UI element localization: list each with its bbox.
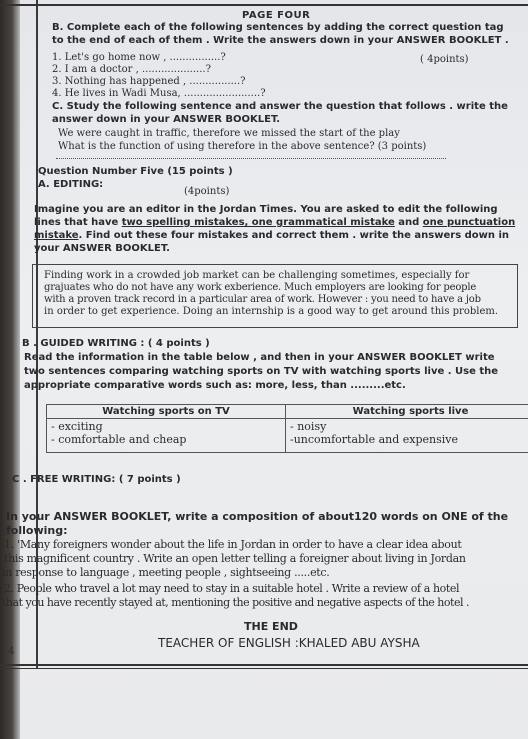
- page-number: 4: [8, 646, 15, 657]
- editing-instruction-1: Imagine you are an editor in the Jordan Times. You are asked to edit the following: [34, 204, 498, 215]
- section-c-instruction-2: answer down in your ANSWER BOOKLET.: [52, 114, 281, 125]
- option-2-line-2: that you have recently stayed at, mentioning the positive and negative aspects of the hotel .: [2, 596, 469, 609]
- column-header-tv: Watching sports on TV: [47, 405, 286, 419]
- editing-find-out: . Find out these four mistakes and correct them . write the answers down in: [78, 230, 510, 241]
- page-shadow-edge: [0, 0, 20, 739]
- table-header-row: [47, 405, 528, 419]
- tag-item-1: 1. Let's go home now , ................?: [52, 52, 226, 63]
- live-point-2: -uncomfortable and expensive: [290, 433, 459, 446]
- page-header: PAGE FOUR: [242, 10, 311, 21]
- passage-line-3: with a proven track record in a particular area of work. However : you need to have a job: [44, 294, 481, 305]
- tag-item-2: 2. I am a doctor , ....................?: [52, 64, 211, 75]
- editing-instruction-4: your ANSWER BOOKLET.: [34, 243, 170, 254]
- guided-instruction-3: appropriate comparative words such as: more, less, than .........etc.: [24, 380, 406, 391]
- tag-item-3: 3. Nothing has happened , ................?: [52, 76, 246, 87]
- guided-instruction-1: Read the information in the table below , and then in your ANSWER BOOKLET write: [24, 352, 495, 363]
- tag-item-4: 4. He lives in Wadi Musa, ........................?: [52, 88, 266, 99]
- passage-line-2: grajuates who do not have any work exberience. Much employers are looking for people: [44, 282, 477, 293]
- bottom-rule-2: [0, 668, 528, 669]
- tv-point-2: - comfortable and cheap: [51, 433, 187, 446]
- teacher-name: TEACHER OF ENGLISH :KHALED ABU AYSHA: [158, 636, 420, 650]
- section-b-instruction-1: B. Complete each of the following sentences by adding the correct question tag: [52, 22, 504, 33]
- free-instruction-1: In your ANSWER BOOKLET, write a composition of about120 words on ONE of the: [6, 510, 509, 523]
- question-five-title: Question Number Five (15 points ): [38, 166, 233, 177]
- editing-instruction-3: [34, 230, 509, 241]
- editing-and: and: [398, 217, 420, 228]
- spelling-grammar-phrase: two spelling mistakes, one grammatical mistake: [121, 217, 395, 228]
- column-header-live: Watching sports live: [286, 405, 528, 419]
- passage-line-1: Finding work in a crowded job market can be challenging sometimes, especially for: [44, 270, 470, 281]
- section-b-instruction-2: to the end of each of them . Write the answers down in your ANSWER BOOKLET .: [52, 35, 509, 46]
- option-2-line-1: 2. People who travel a lot may need to stay in a suitable hotel . Write a review of a hotel: [4, 582, 460, 595]
- mistake-word: mistake: [34, 230, 79, 241]
- bottom-rule-1: [0, 664, 528, 666]
- guided-instruction-2: two sentences comparing watching sports on TV with watching sports live . Use the: [24, 366, 499, 377]
- guided-writing-title: B . GUIDED WRITING : ( 4 points ): [22, 338, 210, 349]
- comparison-table: [46, 404, 528, 453]
- free-instruction-2: following:: [6, 524, 68, 537]
- table-row: [47, 419, 528, 453]
- tv-cell: [47, 419, 286, 453]
- live-point-1: - noisy: [290, 420, 327, 433]
- therefore-question: What is the function of using therefore in the above sentence? (3 points): [58, 141, 427, 152]
- editing-lead: lines that have: [34, 217, 119, 228]
- tv-point-1: - exciting: [51, 420, 103, 433]
- top-rule: [0, 4, 528, 6]
- section-b-points: ( 4points): [420, 54, 469, 65]
- section-c-instruction-1: C. Study the following sentence and answer the question that follows . write the: [52, 101, 508, 112]
- option-1-line-1: 1. 'Many foreigners wonder about the life in Jordan in order to have a clear idea about: [4, 538, 462, 551]
- passage-line-4: in order to get experience. Doing an internship is a good way to get around this problem.: [44, 306, 499, 317]
- live-cell: [286, 419, 528, 453]
- answer-dotted-line: [56, 158, 446, 159]
- option-1-line-3: in response to language , meeting people , sightseeing .....etc.: [2, 566, 330, 579]
- editing-label: A. EDITING:: [38, 179, 104, 190]
- traffic-sentence: We were caught in traffic, therefore we missed the start of the play: [58, 128, 400, 139]
- free-writing-title: C . FREE WRITING: ( 7 points ): [12, 474, 181, 485]
- option-1-line-2: this magnificent country . Write an open letter telling a foreigner about living in Jordan: [4, 552, 466, 565]
- editing-instruction-2: [34, 217, 515, 228]
- punctuation-phrase: one punctuation: [422, 217, 516, 228]
- the-end: THE END: [244, 620, 298, 633]
- editing-points: (4points): [184, 186, 230, 197]
